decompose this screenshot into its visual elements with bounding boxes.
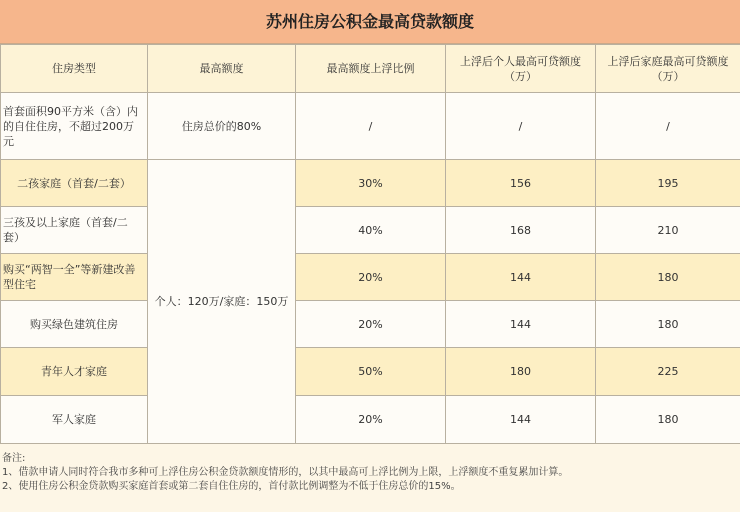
notes-label: 备注:	[2, 453, 26, 464]
cell-family-limit: 210	[596, 207, 740, 254]
cell-housing-type: 青年人才家庭	[1, 348, 148, 396]
note-item: 2、使用住房公积金贷款购买家庭首套或第二套自住住房的，首付款比例调整为不低于住房总价的15%。	[2, 481, 461, 492]
cell-housing-type: 首套面积90平方米（含）内的自住住房，不超过200万元	[1, 93, 148, 160]
header-float-ratio: 最高额度上浮比例	[296, 45, 446, 93]
table-row	[1, 160, 740, 207]
table-row	[1, 396, 740, 444]
cell-family-limit: 195	[596, 160, 740, 207]
table-row	[1, 93, 740, 160]
page-title: 苏州住房公积金最高贷款额度	[0, 0, 740, 44]
cell-personal-limit: /	[446, 93, 596, 160]
cell-float-ratio: 20%	[296, 254, 446, 301]
cell-family-limit: 180	[596, 301, 740, 348]
cell-float-ratio: /	[296, 93, 446, 160]
table-row	[1, 301, 740, 348]
header-max-limit: 最高额度	[148, 45, 296, 93]
table-header-row	[1, 45, 740, 93]
table-row	[1, 254, 740, 301]
cell-housing-type: 军人家庭	[1, 396, 148, 444]
cell-float-ratio: 30%	[296, 160, 446, 207]
table-row	[1, 207, 740, 254]
cell-personal-limit: 180	[446, 348, 596, 396]
cell-personal-limit: 144	[446, 254, 596, 301]
cell-housing-type: 二孩家庭（首套/二套）	[1, 160, 148, 207]
cell-family-limit: 225	[596, 348, 740, 396]
header-housing-type: 住房类型	[1, 45, 148, 93]
cell-housing-type: 三孩及以上家庭（首套/二套）	[1, 207, 148, 254]
cell-max-limit: 住房总价的80%	[148, 93, 296, 160]
cell-housing-type: 购买绿色建筑住房	[1, 301, 148, 348]
cell-personal-limit: 168	[446, 207, 596, 254]
note-item: 1、借款申请人同时符合我市多种可上浮住房公积金贷款额度情形的，以其中最高可上浮比例为上限，上浮额度不重复累加计算。	[2, 467, 569, 478]
cell-personal-limit: 144	[446, 301, 596, 348]
cell-housing-type: 购买“两智一全”等新建改善型住宅	[1, 254, 148, 301]
cell-merged-max-limit: 个人：120万/家庭：150万	[148, 160, 296, 444]
cell-float-ratio: 20%	[296, 301, 446, 348]
header-family-limit: 上浮后家庭最高可贷额度（万）	[596, 45, 740, 93]
notes-section	[0, 444, 740, 494]
table-row	[1, 348, 740, 396]
cell-family-limit: /	[596, 93, 740, 160]
cell-family-limit: 180	[596, 254, 740, 301]
cell-float-ratio: 20%	[296, 396, 446, 444]
cell-personal-limit: 144	[446, 396, 596, 444]
cell-float-ratio: 40%	[296, 207, 446, 254]
cell-family-limit: 180	[596, 396, 740, 444]
loan-limit-table	[0, 44, 740, 444]
header-personal-limit: 上浮后个人最高可贷额度（万）	[446, 45, 596, 93]
cell-personal-limit: 156	[446, 160, 596, 207]
cell-float-ratio: 50%	[296, 348, 446, 396]
